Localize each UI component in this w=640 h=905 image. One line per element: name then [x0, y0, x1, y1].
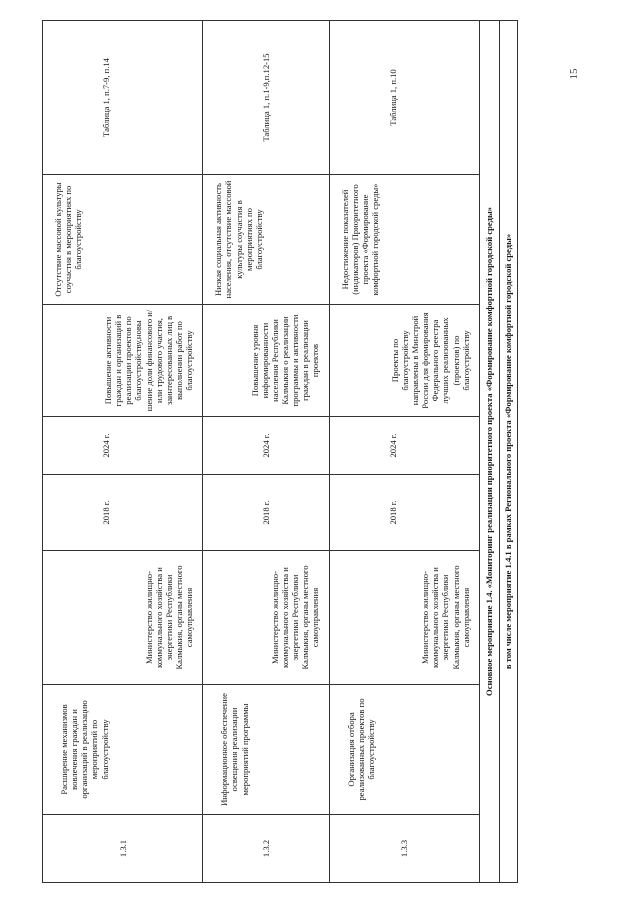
- indicator-link: Таблица 1, п.7-9, п.14: [43, 21, 203, 175]
- indicator-link: Таблица 1, п.10: [329, 21, 479, 175]
- program-measures-table: [42, 20, 518, 883]
- non-implementation-consequence: Низкая социальная активность населения, отсутствие массовой культуры соучастия в мероприятиях по благоустройству: [203, 175, 329, 305]
- section-row-main: [479, 21, 499, 883]
- section-main-title: Основное мероприятие 1.4. «Мониторинг реализации приоритетного проекта «Формирование комфортной городской среды»: [479, 21, 499, 883]
- non-implementation-consequence: Недостижение показателей (индикаторов) Приоритетного проекта «Формирование комфортной городской среды»: [329, 175, 479, 305]
- section-row-sub: [499, 21, 517, 883]
- start-date: 2018 г.: [329, 475, 479, 551]
- table-row: [43, 21, 203, 883]
- expected-result: Повышение активности граждан и организаций в реализации проектов по благоустройству,новы шение доли финансового и/или трудового участия, заинтересованных лиц в выполнении работ по благоустройству: [43, 305, 203, 417]
- end-date: 2024 г.: [43, 417, 203, 475]
- row-number: 1.3.1: [43, 815, 203, 883]
- expected-result: Повышение уровня информированности населения Республики Калмыкия о реализации программы и активности граждан в реализации проектов: [203, 305, 329, 417]
- start-date: 2018 г.: [43, 475, 203, 551]
- page-number: 15: [568, 68, 580, 80]
- table-row: [203, 21, 329, 883]
- end-date: 2024 г.: [329, 417, 479, 475]
- table-row: [329, 21, 479, 883]
- end-date: 2024 г.: [203, 417, 329, 475]
- responsible-executor: Министерство жилищно-коммунального хозяйства и энергетики Республики Калмыкия, органы местного самоуправления: [329, 551, 479, 685]
- start-date: 2018 г.: [203, 475, 329, 551]
- section-sub-title: в том числе мероприятие 1.4.1 в рамках Регионального проекта «Формирование комфортной городской среды»: [499, 21, 517, 883]
- measure-name: Информационное обеспечение освещения реализации мероприятий программы: [203, 685, 329, 815]
- responsible-executor: Министерство жилищно-коммунального хозяйства и энергетики Республики Калмыкия, органы местного самоуправления: [203, 551, 329, 685]
- expected-result: Проекты по благоустройству направлены в Минстрой России для формирования Федерального реестра лучших реализованных (проектов) по благоустройству: [329, 305, 479, 417]
- row-number: 1.3.2: [203, 815, 329, 883]
- indicator-link: Таблица 1, п.1-9,п.12-15: [203, 21, 329, 175]
- measure-name: Расширение механизмов вовлечения граждан и организаций в реализацию мероприятий по благоустройству: [43, 685, 203, 815]
- row-number: 1.3.3: [329, 815, 479, 883]
- measure-name: Организация отбора реализованных проектов по благоустройству: [329, 685, 479, 815]
- non-implementation-consequence: Отсутствие массовой культуры соучастия в мероприятиях по благоустройству: [43, 175, 203, 305]
- responsible-executor: Министерство жилищно-коммунального хозяйства и энергетики Республики Калмыкия, органы местного самоуправления: [43, 551, 203, 685]
